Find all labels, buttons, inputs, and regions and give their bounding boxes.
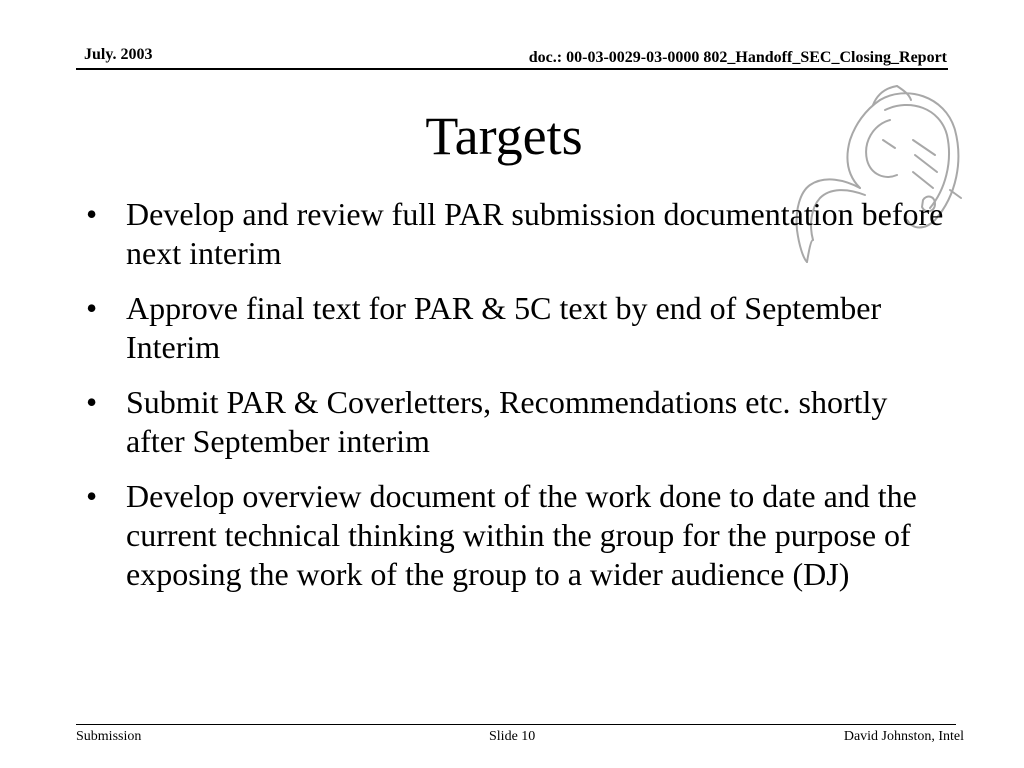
header-date: July. 2003 [84,46,153,63]
header-document-id: doc.: 00-03-0029-03-0000 802_Handoff_SEC_Closing_Report [528,49,947,66]
bullet-list [86,195,946,610]
bullet-icon: • [86,478,98,514]
footer-slide-number: Slide 10 [489,729,536,744]
bullet-text: Develop overview document of the work done to date and the current technical thinking within the group for the purpose of exposing the work of the group to a wider audience (DJ) [126,478,917,592]
bullet-item [86,383,946,461]
slide-title: Targets [425,106,583,166]
bullet-text: Submit PAR & Coverletters, Recommendations etc. shortly after September interim [126,384,888,459]
footer-divider [76,724,956,725]
footer-submission-label: Submission [76,729,142,744]
bullet-item [86,289,946,367]
bullet-icon: • [86,290,98,326]
bullet-icon: • [86,196,98,232]
bullet-item [86,195,946,273]
header-divider [76,68,948,70]
bullet-text: Develop and review full PAR submission documentation before next interim [126,196,944,271]
bullet-icon: • [86,384,98,420]
bullet-text: Approve final text for PAR & 5C text by end of September Interim [126,290,882,365]
footer-author: David Johnston, Intel [843,729,964,744]
bullet-item [86,477,946,594]
